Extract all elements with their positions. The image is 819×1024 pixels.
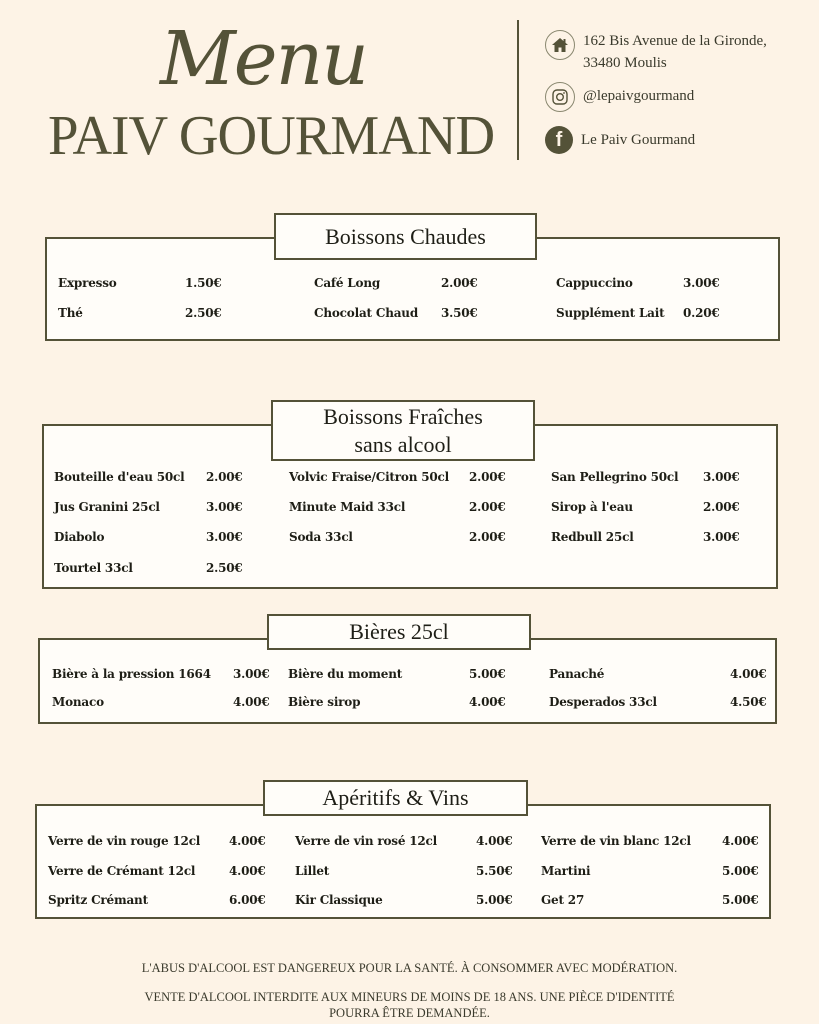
menu-item-name: Get 27 bbox=[541, 893, 585, 907]
menu-item-name: Verre de vin rouge 12cl bbox=[48, 834, 201, 848]
menu-item-price: 2.00€ bbox=[469, 530, 506, 544]
menu-item-name: San Pellegrino 50cl bbox=[551, 470, 679, 484]
menu-item-name: Café Long bbox=[314, 276, 381, 290]
home-icon bbox=[545, 30, 575, 60]
menu-item-price: 2.00€ bbox=[469, 470, 506, 484]
menu-item-name: Redbull 25cl bbox=[551, 530, 634, 544]
menu-item-price: 2.00€ bbox=[703, 500, 740, 514]
menu-item-price: 1.50€ bbox=[185, 276, 222, 290]
facebook-link[interactable] bbox=[545, 126, 695, 154]
menu-item-name: Spritz Crémant bbox=[48, 893, 148, 907]
brand-name: PAIV GOURMAND bbox=[48, 105, 495, 167]
menu-item-price: 5.00€ bbox=[722, 893, 759, 907]
address-line-1: 162 Bis Avenue de la Gironde, bbox=[583, 33, 767, 49]
menu-item-name: Soda 33cl bbox=[289, 530, 353, 544]
section-title-line-1: Boissons Fraîches bbox=[323, 403, 483, 429]
menu-item-name: Chocolat Chaud bbox=[314, 306, 419, 320]
menu-item-name: Diabolo bbox=[54, 530, 105, 544]
menu-item-name: Verre de vin rosé 12cl bbox=[295, 834, 437, 848]
menu-item-name: Martini bbox=[541, 864, 591, 878]
menu-item-price: 3.00€ bbox=[206, 530, 243, 544]
menu-item-price: 3.00€ bbox=[206, 500, 243, 514]
footer-age-notice: VENTE D'ALCOOL INTERDITE AUX MINEURS DE MOINS DE 18 ANS. UNE PIÈCE D'IDENTITÉ bbox=[144, 990, 675, 1004]
address bbox=[545, 30, 767, 74]
facebook-icon: f bbox=[545, 126, 573, 154]
menu-item-price: 4.00€ bbox=[229, 834, 266, 848]
instagram-link[interactable] bbox=[545, 82, 694, 112]
menu-item-name: Monaco bbox=[52, 695, 104, 709]
menu-item-name: Jus Granini 25cl bbox=[54, 500, 160, 514]
address-line-2: 33480 Moulis bbox=[583, 55, 667, 71]
section-title bbox=[271, 400, 535, 461]
menu-item-price: 4.00€ bbox=[233, 695, 270, 709]
menu-item-price: 4.00€ bbox=[229, 864, 266, 878]
menu-item-price: 3.00€ bbox=[233, 667, 270, 681]
facebook-name: Le Paiv Gourmand bbox=[581, 132, 696, 148]
menu-item-name: Kir Classique bbox=[295, 893, 383, 907]
menu-item-price: 2.00€ bbox=[469, 500, 506, 514]
menu-item-price: 2.00€ bbox=[441, 276, 478, 290]
menu-item-name: Tourtel 33cl bbox=[54, 561, 133, 575]
footer-age-notice-2: POURRA ÊTRE DEMANDÉE. bbox=[329, 1006, 490, 1020]
section-title: Bières 25cl bbox=[267, 614, 531, 650]
menu-item-name: Bière du moment bbox=[288, 667, 403, 681]
menu-item-price: 5.00€ bbox=[469, 667, 506, 681]
menu-script-title: Menu bbox=[160, 16, 367, 102]
menu-item-price: 2.50€ bbox=[206, 561, 243, 575]
menu-item-price: 0.20€ bbox=[683, 306, 720, 320]
instagram-icon bbox=[545, 82, 575, 112]
menu-item-price: 4.00€ bbox=[476, 834, 513, 848]
footer-warning: L'ABUS D'ALCOOL EST DANGEREUX POUR LA SANTÉ. À CONSOMMER AVEC MODÉRATION. bbox=[141, 961, 678, 975]
menu-item-name: Verre de vin blanc 12cl bbox=[541, 834, 691, 848]
menu-item-price: 4.00€ bbox=[722, 834, 759, 848]
menu-item-name: Expresso bbox=[58, 276, 117, 290]
menu-item-name: Bière sirop bbox=[288, 695, 361, 709]
section-title-line-2: sans alcool bbox=[354, 431, 452, 457]
section-title: Boissons Chaudes bbox=[274, 213, 537, 260]
menu-item-price: 2.00€ bbox=[206, 470, 243, 484]
menu-item-name: Cappuccino bbox=[556, 276, 633, 290]
menu-item-name: Sirop à l'eau bbox=[551, 500, 633, 514]
menu-item-price: 3.00€ bbox=[683, 276, 720, 290]
menu-item-price: 4.50€ bbox=[730, 695, 767, 709]
menu-item-price: 6.00€ bbox=[229, 893, 266, 907]
menu-item-name: Volvic Fraise/Citron 50cl bbox=[289, 470, 449, 484]
menu-item-name: Bière à la pression 1664 bbox=[52, 667, 211, 681]
menu-item-price: 3.00€ bbox=[703, 470, 740, 484]
menu-item-price: 5.00€ bbox=[722, 864, 759, 878]
menu-item-name: Bouteille d'eau 50cl bbox=[54, 470, 185, 484]
menu-item-name: Panaché bbox=[549, 667, 605, 681]
menu-item-name: Lillet bbox=[295, 864, 330, 878]
menu-item-price: 4.00€ bbox=[469, 695, 506, 709]
menu-item-price: 3.00€ bbox=[703, 530, 740, 544]
menu-item-name: Thé bbox=[58, 306, 83, 320]
section-bieres bbox=[38, 638, 777, 724]
menu-item-price: 4.00€ bbox=[730, 667, 767, 681]
menu-item-price: 5.00€ bbox=[476, 893, 513, 907]
menu-item-name: Verre de Crémant 12cl bbox=[48, 864, 196, 878]
menu-item-name: Minute Maid 33cl bbox=[289, 500, 406, 514]
menu-item-price: 5.50€ bbox=[476, 864, 513, 878]
menu-item-price: 2.50€ bbox=[185, 306, 222, 320]
section-title: Apéritifs & Vins bbox=[263, 780, 528, 816]
menu-item-name: Desperados 33cl bbox=[549, 695, 657, 709]
menu-item-price: 3.50€ bbox=[441, 306, 478, 320]
menu-item-name: Supplément Lait bbox=[556, 306, 665, 320]
instagram-handle: @lepaivgourmand bbox=[583, 88, 695, 104]
header-divider bbox=[517, 20, 519, 160]
